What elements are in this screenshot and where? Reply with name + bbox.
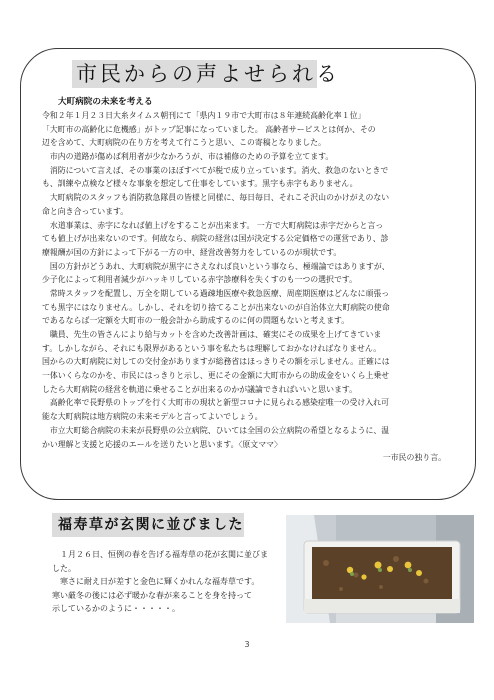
article-line: 消防について言えば、その事業のほぼすべてが税で成り立っています。消火、救急のないときで bbox=[42, 165, 389, 175]
article-line: 国からの大町病院に対しての交付金がありますが総務省はほっきりその額を示しません。正確には bbox=[42, 357, 390, 367]
article-line: 市内の道路が傷めば利用者が少なかろうが、市は補修のための予算を立てます。 bbox=[42, 152, 334, 162]
article-line: 能な大町病院は地方病院の未来モデルと言ってよいでしょう。 bbox=[42, 412, 263, 422]
article-line: も、訓練や点検など様々な事象を想定して仕事をしています。黒字も赤字もありません。 bbox=[42, 179, 358, 189]
article-line: 国の方針がどうあれ、大町病院が黒字にさえなれば良いという事なら、極端論ではありますが、 bbox=[42, 261, 390, 271]
fukujuso-planter-photo bbox=[286, 515, 474, 623]
article-line: 大町病院のスタッフも消防救急隊員の皆様と同様に、毎日毎日、それこそ沢山のかけがえのない bbox=[42, 193, 390, 203]
article-line: ても黒字にはなりません。しかし、それを切り捨てることが出来ないのが自治体立大町病院の使命 bbox=[42, 302, 390, 312]
section2-line: 示しているかのように・・・・・。 bbox=[52, 604, 180, 613]
article-subtitle: 大町病院の未来を考える bbox=[58, 97, 153, 107]
article-line: 令和２年１月２３日大糸タイムス朝刊にて「県内１９市で大町市は８年連続高齢化率１位」 bbox=[42, 111, 366, 120]
article-line: 少子化によって利用者減少がハッキリしている赤字診療科を失くすのも一つの選択です。 bbox=[42, 275, 357, 285]
section2-line: した。 bbox=[52, 563, 76, 573]
article-line: 一体いくらなのかを、市民にはっきりと示し、更にその金額に大町市からの助成金をいくら上乗せ bbox=[42, 371, 390, 381]
article-title: 市民からの声よせられる bbox=[76, 62, 340, 86]
article-line: す。しかしながら、それにも限界があるという事を私たちは理解しておかなければなりません。 bbox=[42, 343, 382, 353]
article-line: 水道事業は、赤字になれば値上げをすることが出来ます。 一方で大町病院は赤字だからと言っ bbox=[42, 220, 384, 230]
section2-body bbox=[52, 548, 284, 616]
section2-title: 福寿草が玄関に並びました bbox=[58, 517, 244, 533]
article-signature: 一市民の独り言。 bbox=[382, 453, 446, 463]
article-line: であるならば一定額を大町市の一般会計から助成するのに何の問題もないと考えます。 bbox=[42, 316, 350, 326]
article-line: かい理解と支援と応援のエールを送りたいと思います。〈原文ママ〉 bbox=[42, 439, 282, 449]
article-line: ても値上げが出来ないのです。何故なら、病院の経営は国が決定する公定価格での運営であり、診 bbox=[42, 234, 389, 244]
article-body bbox=[42, 109, 452, 465]
article-line: 命と向き合っています。 bbox=[42, 206, 129, 216]
section2-line: 寒さに耐え日が差すと金色に輝くかれんな福寿草です。 bbox=[52, 577, 260, 586]
article-line: 常時スタッフを配置し、万全を期している過疎地医療や救急医療、周産期医療はどんなに頑張っ bbox=[42, 288, 390, 298]
article-line: したら大町病院の経営を軌道に乗せることが出来るのかが議論できればいいと思います。 bbox=[42, 384, 357, 394]
article-line: 市立大町総合病院の未来が長野県の公立病院、ひいては全国の公立病院の希望となるように、温 bbox=[42, 425, 390, 435]
article-line: 療報酬が国の方針によって下がる一方の中、経営改善努力をしているのが現状です。 bbox=[42, 247, 342, 257]
section2-line: 寒い厳冬の後には必ず暖かな春が来ることを身を持って bbox=[52, 590, 252, 600]
article-line: 高齢化率で長野県のトップを行く大町市の現状と新型コロナに見られる感染症唯一の受け入れ可 bbox=[42, 398, 389, 408]
article-line: 「大町市の高齢化に危機感」がトップ記事になっていました。 高齢者サービスとは何か、その bbox=[42, 124, 376, 134]
page-number: 3 bbox=[244, 640, 250, 649]
section2-line: １月２６日、恒例の春を告げる福寿草の花が玄関に並びま bbox=[52, 550, 268, 559]
article-line: 辺を含めて、大町病院の在り方を考えて行こうと思い、この寄稿となりました。 bbox=[42, 138, 326, 148]
article-line: 職員、先生の皆さんにより給与カットを含めた改善計画は、確実にその成果を上げてきていま bbox=[42, 330, 382, 339]
